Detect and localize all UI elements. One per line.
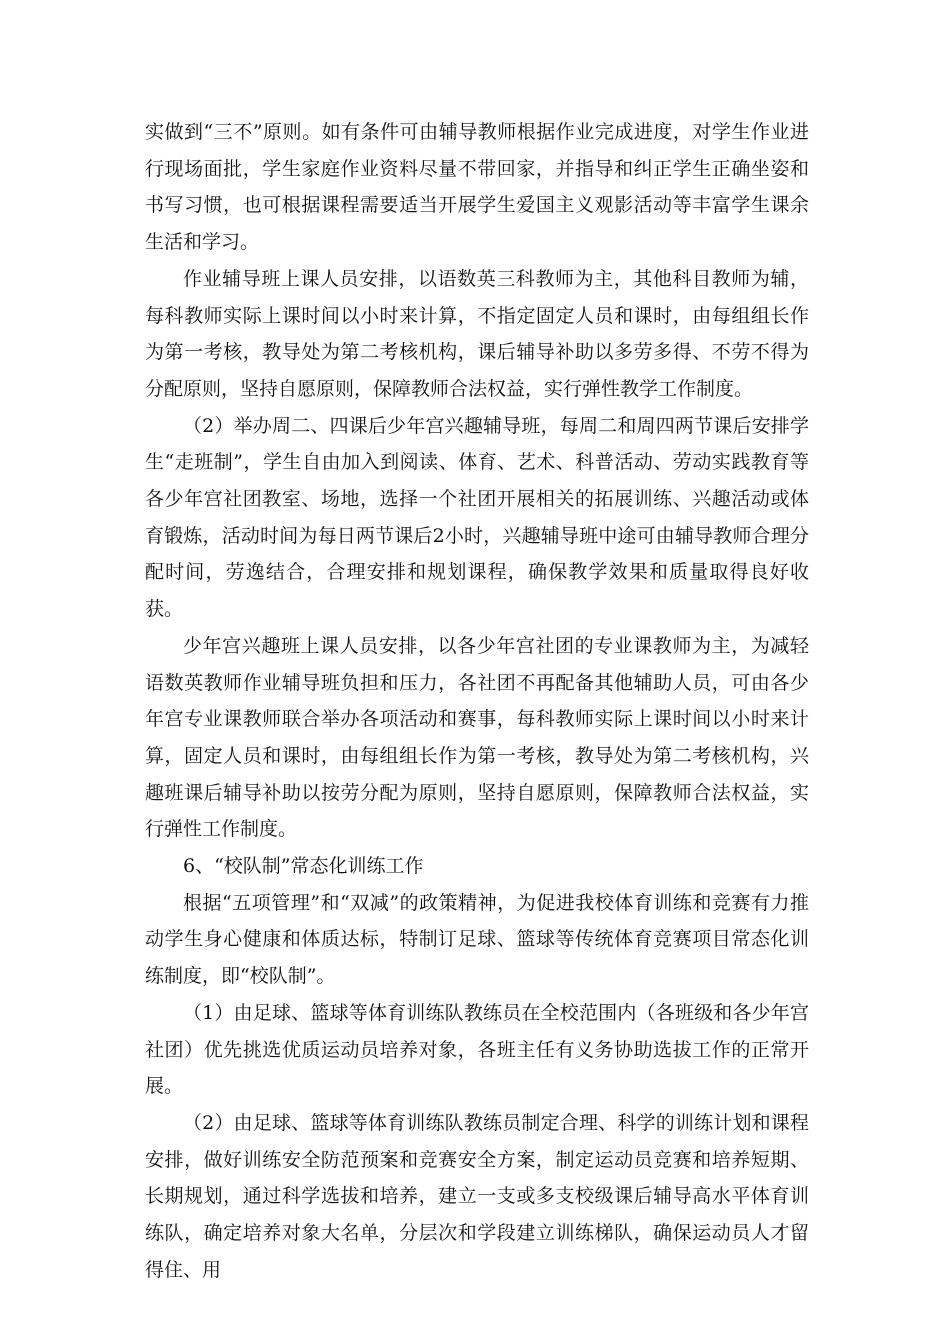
paragraph-continuation: 实做到“三不”原则。如有条件可由辅导教师根据作业完成进度，对学生作业进行现场面批，学生家庭作业资料尽量不带回家，并指导和纠正学生正确坐姿和书写习惯，也可根据课程需要适当开展学生爱国主义观影活动等丰富学生课余生活和学习。	[145, 121, 809, 254]
paragraph-item-1: （1）由足球、篮球等体育训练队教练员在全校范围内（各班级和各少年宫社团）优先挑选优质运动员培养对象，各班主任有义务协助选拔工作的正常开展。	[145, 1001, 809, 1098]
paragraph-school-team-intro: 根据“五项管理”和“双减”的政策精神，为促进我校体育训练和竞赛有力推动学生身心健康和体质达标，特制订足球、篮球等传统体育竞赛项目常态化训练制度，即“校队制”。	[145, 891, 809, 988]
section-heading-school-team: 6、“校队制”常态化训练工作	[183, 855, 424, 878]
paragraph-homework-staffing: 作业辅导班上课人员安排，以语数英三科教师为主，其他科目教师为辅，每科教师实际上课时间以小时来计算，不指定固定人员和课时，由每组组长作为第一考核，教导处为第二考核机构，课后辅导补助以多劳多得、不劳不得为分配原则，坚持自愿原则，保障教师合法权益，实行弹性教学工作制度。	[145, 267, 809, 400]
paragraph-item-2: （2）由足球、篮球等体育训练队教练员制定合理、科学的训练计划和课程安排，做好训练安全防范预案和竞赛安全方案，制定运动员竞赛和培养短期、长期规划，通过科学选拔和培养，建立一支或多支校级课后辅导高水平体育训练队，确定培养对象大名单，分层次和学段建立训练梯队，确保运动员人才留得住、用	[145, 1111, 809, 1281]
paragraph-interest-staffing: 少年宫兴趣班上课人员安排，以各少年宫社团的专业课教师为主，为减轻语数英教师作业辅导班负担和压力，各社团不再配备其他辅助人员，可由各少年宫专业课教师联合举办各项活动和赛事，每科教师实际上课时间以小时来计算，固定人员和课时，由每组组长作为第一考核，教导处为第二考核机构，兴趣班课后辅导补助以按劳分配为原则，坚持自愿原则，保障教师合法权益，实行弹性工作制度。	[145, 634, 809, 841]
paragraph-interest-class: （2）举办周二、四课后少年宫兴趣辅导班，每周二和周四两节课后安排学生“走班制”，学生自由加入到阅读、体育、艺术、科普活动、劳动实践教育等各少年宫社团教室、场地，选择一个社团开展相关的拓展训练、兴趣活动或体育锻炼，活动时间为每日两节课后2小时，兴趣辅导班中途可由辅导教师合理分配时间，劳逸结合，合理安排和规划课程，确保教学效果和质量取得良好收获。	[145, 414, 809, 621]
document-body	[145, 114, 809, 1289]
